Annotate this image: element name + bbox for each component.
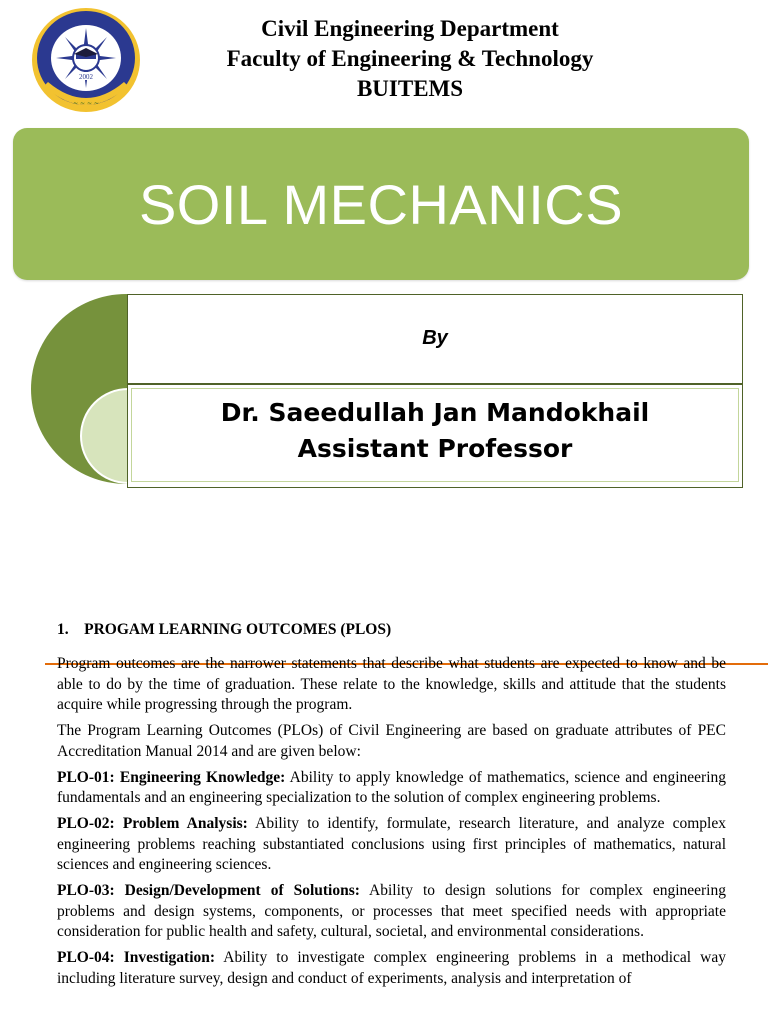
- plo-label: PLO-02: Problem Analysis:: [57, 815, 248, 832]
- svg-text:~ ~ ~ ~: ~ ~ ~ ~: [73, 100, 99, 107]
- svg-text:2002: 2002: [79, 73, 93, 81]
- plo-item: [57, 881, 726, 943]
- plo-item: [57, 768, 726, 809]
- document-header: [150, 14, 670, 104]
- intro-paragraph-2: The Program Learning Outcomes (PLOs) of Civil Engineering are based on graduate attributes of PEC Accreditation Manual 2014 and are given below:: [57, 722, 726, 760]
- plo-label: PLO-04: Investigation:: [57, 949, 216, 966]
- author-box: [127, 384, 743, 488]
- plo-label: PLO-03: Design/Development of Solutions:: [57, 882, 360, 899]
- author-name: Dr. Saeedullah Jan Mandokhail: [220, 398, 650, 427]
- body-text: [57, 654, 726, 995]
- section-title: PROGAM LEARNING OUTCOMES (PLOS): [84, 621, 392, 638]
- by-box: [127, 294, 743, 384]
- university-logo: [30, 6, 142, 114]
- section-number: 1.: [57, 621, 69, 638]
- author-position: Assistant Professor: [297, 434, 573, 463]
- plo-text: Ability to investigate complex engineering problems in a methodical way including literature survey, design and conduct of experiments, analysis and interpretation of: [57, 949, 726, 987]
- plo-text: Ability to apply knowledge of mathematics, science and engineering fundamentals and an engineering specialization to the solution of complex engineering problems.: [57, 768, 726, 806]
- plo-item: [57, 814, 726, 876]
- intro-paragraph-1: Program outcomes are the narrower statements that describe what students are expected to know and be able to do by the time of graduation. These relate to the knowledge, skills and attitude that the students acquire while progressing through the program.: [57, 655, 726, 713]
- plo-text: Ability to identify, formulate, research literature, and analyze complex engineering problems reaching substantiated conclusions using first principles of mathematics, natural sciences and engineering sciences.: [57, 815, 726, 873]
- section-heading: [57, 621, 391, 639]
- plo-item: [57, 948, 726, 989]
- department-name: Civil Engineering Department: [261, 16, 559, 41]
- faculty-name: Faculty of Engineering & Technology: [226, 46, 594, 71]
- author-block: [128, 395, 742, 467]
- university-name: BUITEMS: [356, 76, 464, 101]
- title-banner: [13, 128, 749, 280]
- plo-label: PLO-01: Engineering Knowledge:: [57, 768, 286, 786]
- course-title: SOIL MECHANICS: [138, 173, 624, 236]
- plo-text: Ability to design solutions for complex engineering problems and design systems, components, or processes that meet specified needs with appropriate consideration for public health and safety, cultural, societal, and environmental considerations.: [57, 882, 726, 940]
- by-label: By: [422, 327, 448, 349]
